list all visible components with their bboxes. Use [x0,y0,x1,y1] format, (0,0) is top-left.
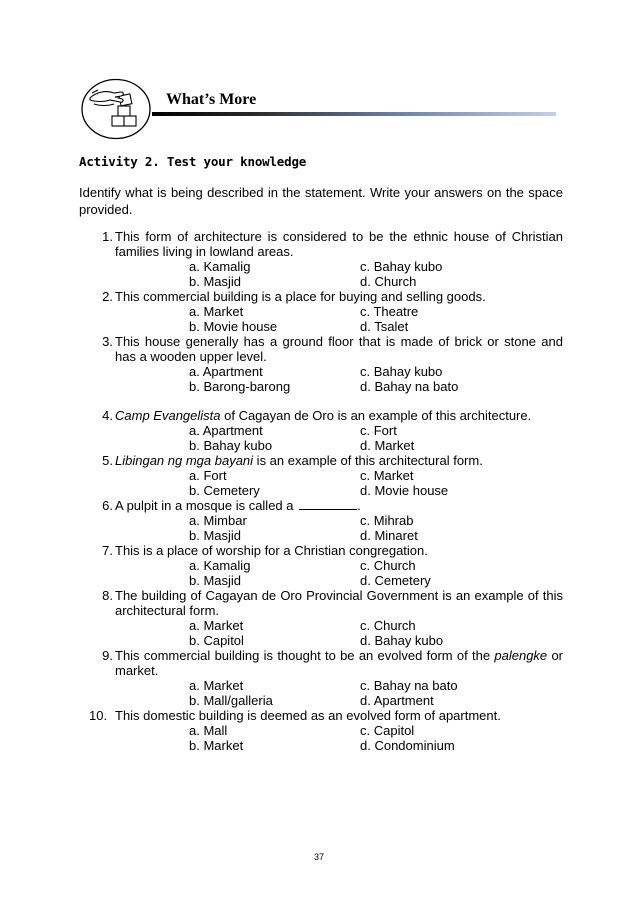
answer-options [115,558,563,588]
question-item [79,453,563,498]
option-b: b. Barong-barong [189,379,291,394]
answer-options [115,513,563,543]
option-b: b. Masjid [189,573,242,588]
option-c: c. Theatre [360,304,419,319]
option-c: c. Church [360,558,416,573]
option-a: a. Kamalig [189,558,251,573]
spacer [79,394,563,408]
option-a: a. Apartment [189,364,263,379]
question-item [79,289,563,334]
option-b: b. Cemetery [189,483,260,498]
question-stem: This form of architecture is considered to be the ethnic house of Christian families living in lowland areas. [115,229,563,259]
option-c: c. Fort [360,423,397,438]
question-number: 2. [102,289,113,304]
answer-options [115,423,563,453]
option-b: b. Mall/galleria [189,693,273,708]
question-number: 8. [102,588,113,603]
section-title: What’s More [166,91,257,108]
answer-blank [299,509,357,510]
option-a: a. Market [189,678,244,693]
page-number: 37 [313,852,324,862]
question-item [79,543,563,588]
option-c: c. Market [360,468,414,483]
question-number: 10. [89,708,108,723]
section-title-bar [152,112,556,116]
question-item [79,708,563,753]
option-c: c. Bahay kubo [360,259,443,274]
hand-stacking-blocks-icon [80,78,152,140]
answer-options [115,259,563,289]
option-a: a. Market [189,304,244,319]
option-b: b. Bahay kubo [189,438,273,453]
question-number: 3. [102,334,113,349]
question-stem: This domestic building is deemed as an evolved form of apartment. [115,708,501,723]
option-d: d. Apartment [360,693,434,708]
question-number: 6. [102,498,113,513]
question-stem: Camp Evangelista of Cagayan de Oro is an example of this architecture. [115,408,532,423]
option-a: a. Kamalig [189,259,251,274]
option-b: b. Movie house [189,319,278,334]
option-d: d. Church [360,274,417,289]
option-d: d. Minaret [360,528,418,543]
question-item [79,498,563,543]
option-d: d. Cemetery [360,573,431,588]
option-c: c. Bahay na bato [360,678,458,693]
question-item [79,648,563,708]
question-number: 4. [102,408,113,423]
option-a: a. Mimbar [189,513,247,528]
question-stem: This is a place of worship for a Christian congregation. [115,543,428,558]
option-c: c. Church [360,618,416,633]
option-d: d. Bahay na bato [360,379,459,394]
question-item [79,408,563,453]
instructions: Identify what is being described in the statement. Write your answers on the space provided. [79,185,563,217]
question-number: 7. [102,543,113,558]
answer-options [115,723,563,753]
option-a: a. Market [189,618,244,633]
option-c: c. Bahay kubo [360,364,443,379]
question-item [79,229,563,289]
question-stem: This commercial building is thought to be an evolved form of the palengke or market. [115,648,564,678]
option-d: d. Condominium [360,738,455,753]
answer-options [115,304,563,334]
option-d: d. Tsalet [360,319,409,334]
question-number: 9. [102,648,113,663]
option-d: d. Bahay kubo [360,633,444,648]
activity-title: Activity 2. Test your knowledge [79,154,307,169]
option-b: b. Market [189,738,244,753]
question-stem: A pulpit in a mosque is called a . [115,498,361,513]
question-list [79,229,563,753]
option-d: d. Market [360,438,415,453]
option-c: c. Mihrab [360,513,414,528]
option-d: d. Movie house [360,483,449,498]
question-number: 5. [102,453,113,468]
question-stem: This house generally has a ground floor that is made of brick or stone and has a wooden upper level. [115,334,563,364]
question-stem: Libingan ng mga bayani is an example of this architectural form. [115,453,483,468]
option-a: a. Mall [189,723,228,738]
question-number: 1. [102,229,113,244]
question-item [79,588,563,648]
question-stem: This commercial building is a place for buying and selling goods. [115,289,486,304]
option-a: a. Fort [189,468,227,483]
option-c: c. Capitol [360,723,415,738]
question-stem: The building of Cagayan de Oro Provincial Government is an example of this architectural form. [115,588,563,618]
option-a: a. Apartment [189,423,263,438]
answer-options [115,678,563,708]
option-b: b. Masjid [189,274,242,289]
answer-options [115,468,563,498]
option-b: b. Masjid [189,528,242,543]
question-item [79,334,563,394]
section-header [80,78,560,140]
answer-options [115,364,563,394]
option-b: b. Capitol [189,633,244,648]
answer-options [115,618,563,648]
